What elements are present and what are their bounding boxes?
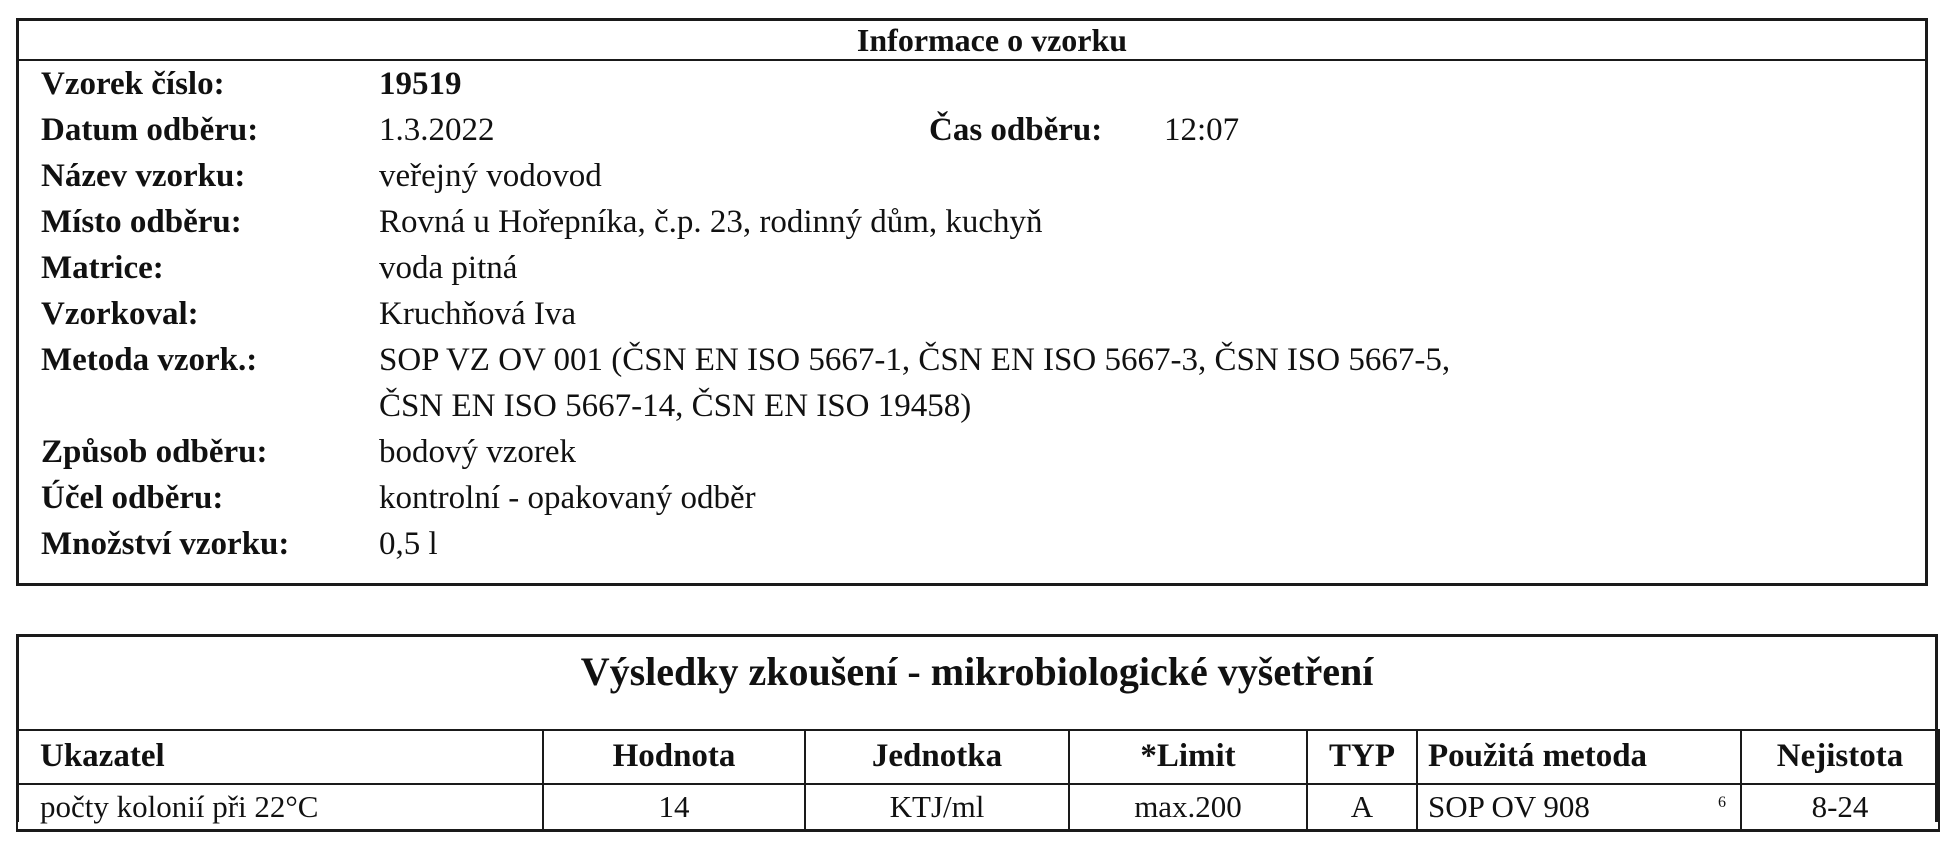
info-row-sampler — [19, 291, 1925, 337]
sampling-date-value: 1.3.2022 — [379, 112, 495, 148]
matrix-label: Matrice: — [41, 250, 164, 286]
results-panel — [16, 634, 1938, 822]
cell-value: 14 — [543, 784, 805, 831]
sample-number-label: Vzorek číslo: — [41, 66, 225, 102]
cell-method — [1417, 784, 1741, 831]
sampling-time-value: 12:07 — [1164, 112, 1240, 148]
info-row-sampling-method — [19, 337, 1925, 429]
sampling-mode-value: bodový vzorek — [379, 434, 577, 470]
sample-amount-label: Množství vzorku: — [41, 526, 290, 562]
sampling-mode-label: Způsob odběru: — [41, 434, 268, 470]
sample-info-header: Informace o vzorku — [19, 21, 1925, 61]
results-title: Výsledky zkoušení - mikrobiologické vyšetření — [19, 637, 1935, 731]
column-header-indicator: Ukazatel — [17, 729, 543, 784]
column-header-method: Použitá metoda — [1417, 729, 1741, 784]
column-header-value: Hodnota — [543, 729, 805, 784]
sampling-method-value — [379, 337, 1450, 429]
cell-unit: KTJ/ml — [805, 784, 1069, 831]
info-row-sampling-purpose — [19, 475, 1925, 521]
sampling-time-label: Čas odběru: — [929, 112, 1103, 148]
cell-limit: max.200 — [1069, 784, 1307, 831]
sample-info-rows — [19, 61, 1925, 567]
info-row-sampling-place — [19, 199, 1925, 245]
info-row-matrix — [19, 245, 1925, 291]
sampling-purpose-label: Účel odběru: — [41, 480, 224, 516]
column-header-type: TYP — [1307, 729, 1417, 784]
matrix-value: voda pitná — [379, 250, 518, 286]
sampling-place-label: Místo odběru: — [41, 204, 242, 240]
info-row-sample-number — [19, 61, 1925, 107]
results-table — [16, 729, 1940, 832]
sampler-label: Vzorkoval: — [41, 296, 199, 332]
cell-method-text: SOP OV 908 — [1428, 789, 1590, 824]
column-header-uncertainty: Nejistota — [1741, 729, 1939, 784]
sampling-purpose-value: kontrolní - opakovaný odběr — [379, 480, 756, 516]
sampling-place-value: Rovná u Hořepníka, č.p. 23, rodinný dům, kuchyň — [379, 204, 1043, 240]
column-header-unit: Jednotka — [805, 729, 1069, 784]
sampling-method-label: Metoda vzork.: — [41, 342, 258, 378]
table-row — [17, 784, 1939, 831]
cell-type: A — [1307, 784, 1417, 831]
cell-method-note: 6 — [1718, 794, 1726, 811]
sampling-method-line-2: ČSN EN ISO 5667-14, ČSN EN ISO 19458) — [379, 388, 972, 424]
info-row-sample-name — [19, 153, 1925, 199]
cell-uncertainty: 8-24 — [1741, 784, 1939, 831]
column-header-limit: *Limit — [1069, 729, 1307, 784]
info-row-sample-amount — [19, 521, 1925, 567]
sampling-date-label: Datum odběru: — [41, 112, 259, 148]
sample-name-label: Název vzorku: — [41, 158, 246, 194]
results-header-row — [17, 729, 1939, 784]
sample-info-panel — [16, 18, 1928, 586]
info-row-sampling-date — [19, 107, 1925, 153]
cell-indicator: počty kolonií při 22°C — [17, 784, 543, 831]
sample-amount-value: 0,5 l — [379, 526, 438, 562]
sample-number-value: 19519 — [379, 66, 462, 102]
sampler-value: Kruchňová Iva — [379, 296, 577, 332]
sample-name-value: veřejný vodovod — [379, 158, 602, 194]
sampling-method-line-1: SOP VZ OV 001 (ČSN EN ISO 5667-1, ČSN EN ISO 5667-3, ČSN ISO 5667-5, — [379, 342, 1451, 378]
info-row-sampling-mode — [19, 429, 1925, 475]
